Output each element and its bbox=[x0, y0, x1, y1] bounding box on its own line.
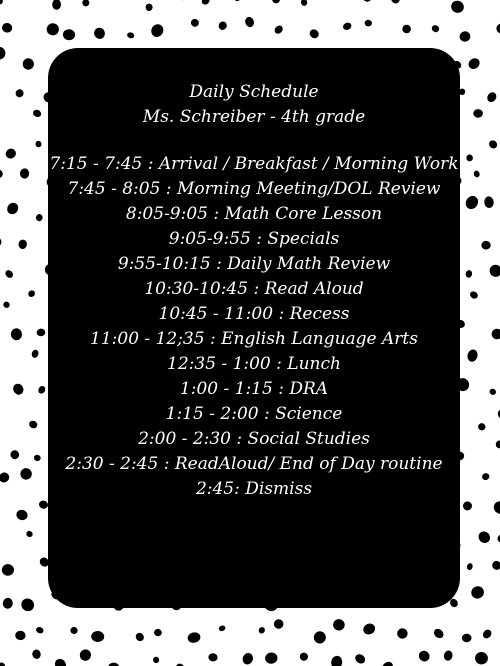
teacher-subtitle: Ms. Schreiber - 4th grade bbox=[142, 107, 366, 127]
polka-dot bbox=[476, 529, 492, 545]
polka-dot bbox=[380, 660, 395, 666]
polka-dot bbox=[432, 627, 445, 640]
schedule-row: 8:05-9:05 : Math Core Lesson bbox=[125, 204, 383, 224]
polka-dot bbox=[496, 407, 500, 421]
polka-dot bbox=[494, 22, 500, 36]
polka-dot bbox=[22, 57, 35, 70]
schedule-activity: Recess bbox=[289, 304, 350, 324]
polka-dot bbox=[342, 21, 353, 31]
polka-dot bbox=[200, 0, 211, 6]
schedule-card bbox=[48, 48, 460, 608]
polka-dot bbox=[32, 108, 43, 118]
polka-dot bbox=[313, 630, 327, 644]
schedule-activity: Math Core Lesson bbox=[224, 204, 383, 224]
polka-dot bbox=[208, 653, 218, 662]
polka-dot bbox=[15, 508, 29, 521]
polka-dot bbox=[491, 559, 500, 571]
polka-dot bbox=[14, 88, 25, 99]
polka-dot bbox=[485, 91, 498, 104]
polka-dot bbox=[491, 328, 500, 341]
polka-dot bbox=[178, 0, 187, 1]
polka-dot bbox=[2, 597, 13, 609]
polka-dot bbox=[108, 662, 120, 666]
schedule-row: 9:05-9:55 : Specials bbox=[168, 229, 340, 249]
schedule-row: 1:15 - 2:00 : Science bbox=[165, 404, 343, 424]
schedule-row: 1:00 - 1:15 : DRA bbox=[179, 379, 329, 399]
polka-dot bbox=[126, 32, 134, 39]
schedule-row: 9:55-10:15 : Daily Math Review bbox=[117, 254, 391, 274]
schedule-row: 7:45 - 8:05 : Morning Meeting/DOL Review bbox=[67, 179, 441, 199]
polka-dot bbox=[401, 24, 412, 35]
polka-dot bbox=[495, 440, 500, 449]
polka-dot bbox=[233, 0, 243, 3]
schedule-time: 1:00 - 1:15 bbox=[179, 379, 273, 399]
schedule-time: 2:00 - 2:30 bbox=[138, 429, 231, 449]
polka-dot bbox=[492, 499, 500, 515]
polka-dot bbox=[187, 631, 202, 644]
schedule-row: 11:00 - 12;35 : English Language Arts bbox=[90, 329, 418, 349]
polka-dot bbox=[70, 627, 78, 635]
polka-dot bbox=[25, 530, 34, 539]
polka-dot bbox=[91, 631, 105, 643]
polka-dot bbox=[459, 31, 471, 42]
polka-dot bbox=[4, 147, 18, 161]
polka-dot bbox=[389, 0, 401, 5]
schedule-row: 2:30 - 2:45 : ReadAloud/ End of Day routine bbox=[65, 454, 443, 474]
polka-dot bbox=[53, 657, 68, 666]
polka-dot bbox=[63, 29, 76, 41]
polka-dot bbox=[218, 625, 226, 632]
polka-dot bbox=[52, 0, 61, 10]
schedule-list bbox=[48, 152, 460, 502]
schedule-activity: Social Studies bbox=[247, 429, 370, 449]
schedule-time: 9:05-9:55 bbox=[168, 229, 251, 249]
polka-dot bbox=[353, 652, 367, 665]
polka-dot bbox=[0, 235, 3, 249]
schedule-activity: Read Aloud bbox=[264, 279, 364, 299]
polka-dot bbox=[217, 20, 228, 31]
schedule-time: 9:55-10:15 bbox=[117, 254, 211, 274]
schedule-time: 2:30 - 2:45 bbox=[65, 454, 159, 474]
schedule-row: 10:45 - 11:00 : Recess bbox=[158, 304, 350, 324]
polka-dot bbox=[0, 45, 8, 62]
polka-dot bbox=[469, 584, 486, 601]
schedule-row: 7:15 - 7:45 : Arrival / Breakfast / Morning Work bbox=[49, 154, 459, 174]
polka-dot bbox=[361, 622, 377, 637]
schedule-time: 7:45 - 8:05 bbox=[67, 179, 161, 199]
polka-dot bbox=[34, 140, 42, 148]
schedule-time: 12:35 - 1:00 bbox=[167, 354, 271, 374]
schedule-activity: Morning Meeting/DOL Review bbox=[176, 179, 441, 199]
polka-dot bbox=[78, 647, 93, 662]
polka-dot bbox=[2, 301, 11, 309]
schedule-time: 11:00 - 12;35 bbox=[90, 329, 205, 349]
polka-dot bbox=[300, 0, 307, 6]
schedule-activity: Daily Math Review bbox=[227, 254, 391, 274]
polka-dot bbox=[487, 139, 498, 150]
schedule-row: 2:00 - 2:30 : Social Studies bbox=[138, 429, 370, 449]
polka-dot bbox=[152, 656, 160, 664]
polka-dot bbox=[474, 651, 489, 665]
schedule-time: 7:15 - 7:45 bbox=[49, 154, 143, 174]
schedule-activity: Specials bbox=[267, 229, 340, 249]
polka-dot bbox=[462, 634, 472, 642]
polka-dot bbox=[395, 626, 410, 641]
polka-dot bbox=[23, 0, 38, 1]
polka-dot bbox=[449, 0, 466, 15]
polka-dot bbox=[82, 0, 89, 7]
header bbox=[48, 80, 460, 130]
polka-dot bbox=[0, 470, 11, 484]
polka-dot bbox=[0, 168, 4, 180]
polka-dot bbox=[106, 0, 123, 2]
polka-dot bbox=[431, 24, 441, 34]
polka-dot bbox=[257, 626, 266, 635]
polka-dot bbox=[244, 16, 255, 28]
polka-dot bbox=[15, 631, 26, 641]
polka-dot bbox=[308, 28, 321, 40]
schedule-time: 1:15 - 2:00 bbox=[165, 404, 259, 424]
polka-dot bbox=[443, 650, 454, 662]
polka-dot bbox=[272, 618, 285, 631]
schedule-activity: Lunch bbox=[287, 354, 341, 374]
schedule-activity: Science bbox=[275, 404, 343, 424]
polka-dot bbox=[149, 22, 165, 39]
polka-dot bbox=[299, 652, 309, 662]
polka-dot bbox=[174, 662, 186, 666]
schedule-activity: DRA bbox=[289, 379, 329, 399]
polka-dot bbox=[0, 0, 3, 5]
polka-dot bbox=[481, 628, 493, 640]
polka-dot bbox=[330, 655, 343, 666]
schedule-activity: Arrival / Breakfast / Morning Work bbox=[158, 154, 459, 174]
polka-dot bbox=[46, 23, 59, 36]
polka-dot bbox=[19, 596, 37, 614]
polka-dot bbox=[4, 269, 15, 280]
polka-dot bbox=[35, 626, 44, 635]
polka-dot bbox=[1, 564, 14, 577]
polka-dot bbox=[0, 662, 6, 666]
polka-dot bbox=[134, 631, 145, 643]
polka-dot bbox=[466, 562, 473, 570]
polka-dot bbox=[362, 0, 372, 2]
schedule-activity: English Language Arts bbox=[221, 329, 418, 349]
polka-dot bbox=[153, 628, 162, 636]
polka-dot bbox=[273, 24, 284, 35]
polka-dot bbox=[264, 652, 278, 665]
polka-dot bbox=[1, 22, 13, 34]
polka-dot bbox=[364, 19, 372, 26]
polka-dot bbox=[417, 649, 432, 664]
schedule-time: 10:45 - 11:00 bbox=[158, 304, 274, 324]
schedule-row: 12:35 - 1:00 : Lunch bbox=[167, 354, 341, 374]
polka-dot bbox=[332, 618, 346, 632]
polka-dot bbox=[271, 0, 281, 4]
page-title: Daily Schedule bbox=[189, 82, 319, 102]
polka-dot bbox=[190, 18, 199, 27]
schedule-time: 10:30-10:45 bbox=[144, 279, 249, 299]
polka-dot bbox=[32, 649, 42, 660]
dismiss-row: 2:45: Dismiss bbox=[195, 479, 313, 499]
polka-dot bbox=[92, 26, 106, 41]
polka-dot bbox=[473, 109, 483, 118]
polka-dot bbox=[241, 652, 255, 666]
schedule-activity: ReadAloud/ End of Day routine bbox=[174, 454, 443, 474]
polka-dot bbox=[466, 56, 481, 71]
polka-dot bbox=[497, 533, 500, 544]
schedule-row: 10:30-10:45 : Read Aloud bbox=[144, 279, 364, 299]
polka-dot bbox=[145, 3, 153, 11]
schedule-time: 8:05-9:05 bbox=[125, 204, 208, 224]
